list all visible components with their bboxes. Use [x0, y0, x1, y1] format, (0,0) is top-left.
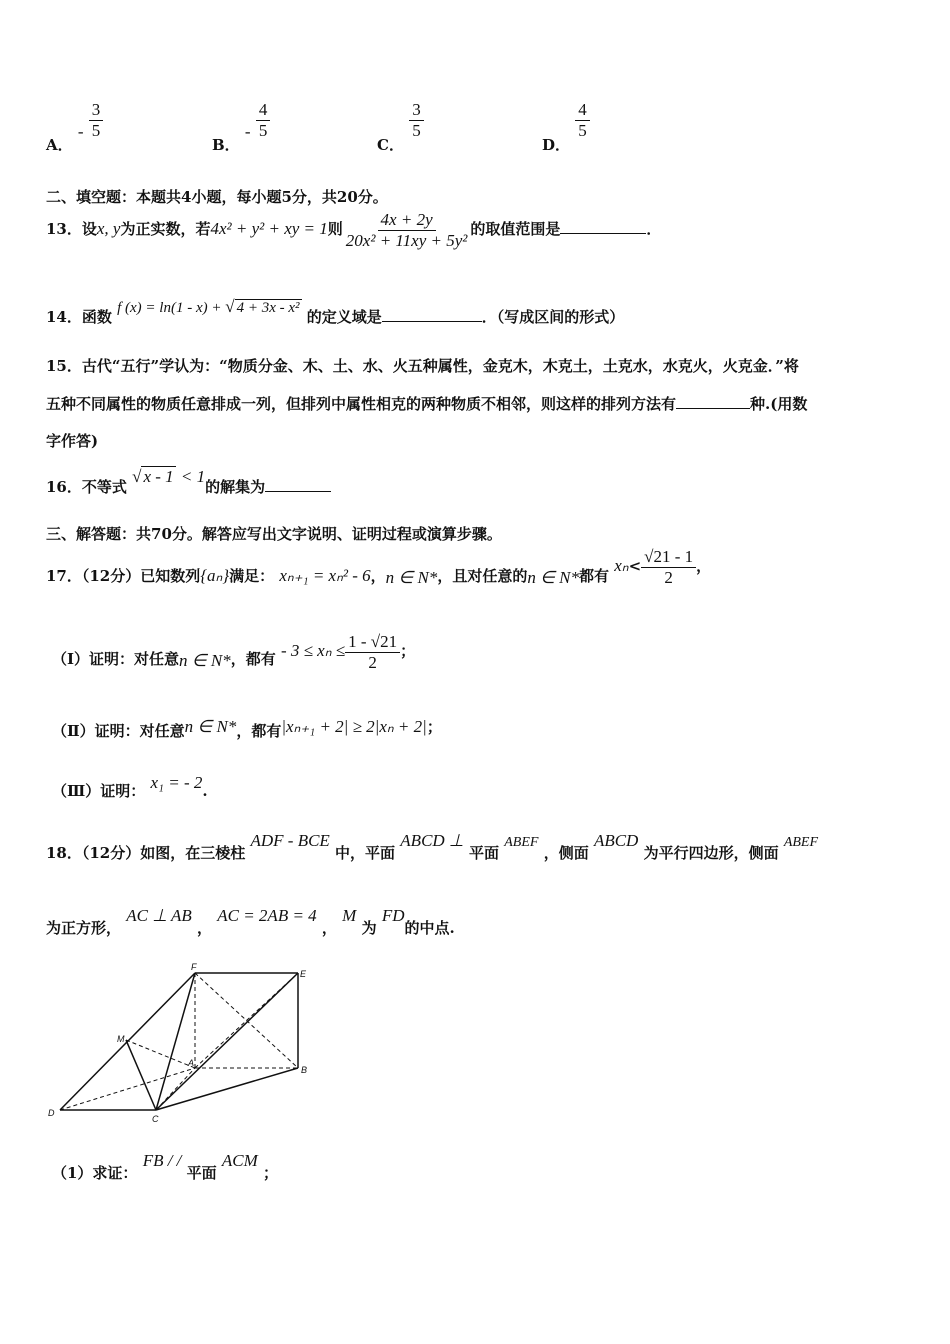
q17-inequality: |xₙ₊₁ + 2| ≥ 2|xₙ + 2|: [281, 717, 427, 736]
option-sign: -: [244, 122, 251, 142]
frac-den: 2: [664, 567, 673, 587]
q13-text: 为正实数，若: [120, 220, 211, 239]
q18-text: 中，平面: [335, 844, 396, 862]
q18-text: 的中点.: [404, 919, 455, 937]
q17-text: ，都有: [236, 722, 282, 740]
q17-number: 17．（12分）已知数列: [46, 567, 201, 586]
frac-den: 5: [578, 120, 587, 140]
q18-equation: AC = 2AB = 4: [217, 906, 317, 925]
frac-num: 4: [256, 100, 271, 121]
section-heading-fill: 二、填空题：本题共4小题，每小题5分，共20分。: [46, 188, 388, 206]
label-f: F: [191, 962, 197, 972]
frac-den: 20x² + 11xy + 5y²: [345, 230, 468, 250]
q13-condition: 4x² + y² + xy = 1: [210, 219, 328, 239]
label-a: A: [188, 1058, 195, 1068]
question-18: [46, 830, 819, 862]
option-label: C．: [377, 136, 404, 155]
question-18-line-2: [46, 905, 455, 937]
q14-text: 的定义域是: [306, 308, 382, 326]
q17-part-label: （Ⅰ）证明：对任意: [52, 650, 180, 669]
q13-fraction: [343, 210, 471, 250]
frac-den: 2: [368, 652, 377, 672]
sqrt-symbol: √: [225, 297, 235, 316]
question-13: [46, 210, 661, 250]
section-heading-solve: 三、解答题：共70分。解答应写出文字说明、证明过程或演算步骤。: [46, 525, 502, 543]
q17-text: ，且对任意的: [437, 567, 528, 586]
q17-text: ，: [370, 567, 386, 586]
q14-number: 14．函数: [46, 308, 112, 326]
q18-text: 为: [361, 919, 377, 937]
answer-blank[interactable]: [676, 394, 750, 409]
q17-fraction: [345, 632, 400, 672]
frac-num: 4x + 2y: [378, 210, 436, 231]
frac-num: √21 - 1: [641, 547, 696, 568]
q17-xn: xₙ: [614, 556, 629, 576]
q17-text: ；: [426, 718, 442, 736]
q13-number: 13．设: [46, 220, 97, 239]
q18-text: 为正方形，: [46, 919, 122, 937]
question-17-part-2: [52, 716, 442, 740]
question-15-line-3: 字作答): [46, 432, 99, 450]
q16-number: 16．不等式: [46, 478, 127, 496]
option-fraction: [89, 100, 104, 140]
q13-vars: x, y: [96, 219, 121, 239]
q17-part-label: （Ⅲ）证明：: [52, 782, 146, 800]
q17-part-label: （Ⅱ）证明：对任意: [52, 722, 185, 740]
q17-nset: n ∈ N*: [385, 568, 438, 588]
q15-text: 五种不同属性的物质任意排成一列，但排列中属性相克的两种物质不相邻，则这样的排列方法有: [46, 395, 677, 413]
frac-num: 3: [89, 100, 104, 121]
q14-radicand: 4 + 3x - x²: [236, 300, 300, 316]
q18-text: ，: [196, 919, 212, 937]
option-sign: -: [77, 122, 84, 142]
question-15-line-2: [46, 393, 807, 414]
q18-fd: FD: [381, 906, 405, 925]
q18-perp: AC ⊥ AB: [126, 906, 192, 925]
option-fraction: [575, 100, 590, 140]
option-fraction: [409, 100, 424, 140]
q17-inequality: - 3 ≤ xₙ ≤: [280, 641, 346, 661]
q18-number: 18．（12分）如图，在三棱柱: [46, 844, 246, 862]
q16-radicand: x - 1: [143, 467, 174, 486]
option-c: [377, 100, 424, 155]
q18-text: 为平行四边形，侧面: [643, 844, 779, 862]
label-e: E: [300, 969, 307, 979]
q13-text: 的取值范围是: [470, 220, 561, 239]
q14-text: ．（写成区间的形式）: [481, 308, 625, 326]
frac-den: 5: [91, 120, 101, 140]
q16-text: 的解集为: [205, 478, 266, 496]
q14-function: f (x) = ln(1 - x) +: [117, 300, 226, 316]
frac-num: 1 - √21: [345, 632, 400, 653]
option-label: B．: [212, 136, 240, 155]
q18-text: 平面: [186, 1164, 217, 1182]
q17-text: 满足：: [229, 567, 275, 586]
option-label: A．: [46, 136, 73, 155]
q17-bound: [641, 547, 696, 587]
q18-text: ，: [321, 919, 337, 937]
label-b: B: [301, 1065, 308, 1075]
q18-plane: ABCD ⊥: [400, 831, 464, 850]
frac-den: 5: [258, 120, 268, 140]
label-c: C: [152, 1114, 159, 1124]
q15-text: 种.(用数: [750, 395, 808, 413]
q18-plane: ABEF: [504, 835, 539, 850]
question-17-part-1: [52, 632, 415, 672]
q17-lt: <: [628, 557, 642, 576]
option-a: [46, 100, 103, 155]
label-m: M: [117, 1034, 125, 1044]
q17-text: ，: [696, 557, 712, 576]
q17-sequence: {aₙ}: [200, 566, 230, 586]
frac-num: 3: [409, 100, 424, 121]
q18-part-label: （1）求证：: [52, 1164, 138, 1182]
answer-blank[interactable]: [560, 219, 646, 234]
q17-nset: n ∈ N*: [527, 568, 579, 588]
frac-num: 4: [575, 100, 590, 121]
q18-m: M: [342, 906, 357, 925]
q18-prism: ADF - BCE: [250, 831, 330, 850]
prism-figure: [40, 960, 310, 1125]
question-15-line-1: 15．古代“五行”学认为：“物质分金、木、土、水、火五种属性，金克木，木克土，土克水，水克火，火克金．”将: [46, 357, 799, 375]
q18-acm: ACM: [221, 1151, 258, 1170]
question-17-part-3: [52, 772, 208, 800]
question-16: [46, 466, 331, 496]
question-18-part-1: [52, 1150, 279, 1182]
q17-text: 都有: [578, 567, 609, 586]
edge-mc: [126, 1040, 156, 1110]
q17-nset: n ∈ N*: [179, 651, 231, 671]
q16-inequality: < 1: [180, 467, 206, 486]
option-fraction: [256, 100, 271, 140]
q18-plane: ABCD: [593, 831, 639, 850]
q18-text: ，侧面: [543, 844, 589, 862]
q17-text: .: [202, 782, 208, 800]
q17-nset: n ∈ N*: [184, 717, 237, 736]
q17-text: ，都有: [230, 650, 276, 669]
q13-end: ．: [646, 220, 662, 239]
frac-den: 5: [412, 120, 421, 140]
q18-text: ；: [263, 1164, 279, 1182]
label-d: D: [48, 1108, 55, 1118]
q17-x1: x₁ = - 2: [150, 773, 203, 792]
q17-text: ；: [400, 642, 416, 661]
q18-text: 平面: [468, 844, 499, 862]
option-d: [542, 100, 590, 155]
answer-blank[interactable]: [382, 307, 482, 322]
q18-plane: ABEF: [783, 835, 819, 850]
question-14: [46, 296, 625, 326]
answer-blank[interactable]: [265, 477, 331, 492]
sqrt-symbol: √: [132, 467, 142, 486]
question-17: [46, 547, 711, 587]
q18-fb: FB / /: [142, 1151, 182, 1170]
option-b: [212, 100, 270, 155]
q13-text: 则: [327, 220, 343, 239]
q17-recurrence: xₙ₊₁ = xₙ² - 6: [279, 566, 371, 586]
option-label: D．: [542, 136, 571, 155]
